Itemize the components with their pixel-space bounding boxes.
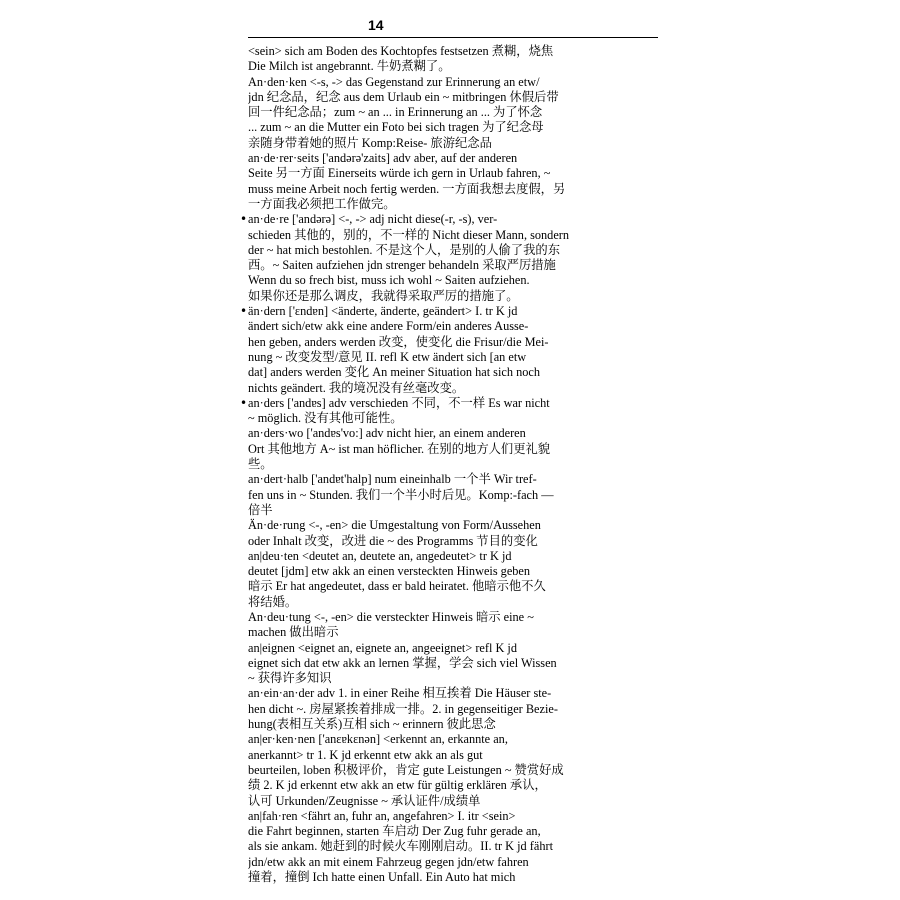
dictionary-entry (248, 151, 658, 212)
entry-line: muss meine Arbeit noch fertig werden. 一方面我想去度假，另 (248, 181, 566, 196)
entry-line: ändert sich/etw akk eine andere Form/ein anderes Ausse- (248, 319, 529, 334)
entry-bullet: • (240, 395, 248, 410)
entry-line: nung ~ 改变发型/意见 II. refl K etw ändert sich [an etw (248, 349, 527, 364)
entry-line: Ort 其他地方 A~ ist man höflicher. 在别的地方人们更礼貌 (248, 441, 551, 456)
entry-line: Wenn du so frech bist, muss ich wohl ~ Saiten aufziehen. (248, 273, 530, 288)
entry-line: als sie ankam. 她赶到的时候火车刚刚启动。II. tr K jd fährt (248, 839, 553, 854)
dictionary-entry (248, 610, 658, 641)
entry-line: 将结婚。 (248, 594, 298, 609)
entry-line: der ~ hat mich bestohlen. 不是这个人，是别的人偷了我的东 (248, 242, 560, 257)
entry-line: beurteilen, loben 积极评价，肯定 gute Leistungen ~ 赞赏好成 (248, 762, 564, 777)
entry-line: Än·de·rung <-, -en> die Umgestaltung von Form/Aussehen (248, 518, 541, 533)
dictionary-entry (248, 809, 658, 885)
dictionary-entry (240, 395, 658, 427)
entry-line: 撞着，撞倒 Ich hatte einen Unfall. Ein Auto hat mich (248, 870, 516, 885)
entry-line: 回一件纪念品；zum ~ an ... in Erinnerung an ... 为了怀念 (248, 105, 543, 120)
header-rule (248, 37, 658, 38)
entry-line: 暗示 Er hat angedeutet, dass er bald heiratet. 他暗示他不久 (248, 579, 546, 594)
entry-line: an·ders·wo ['andɐs'vo:] adv nicht hier, an einem anderen (248, 426, 526, 441)
entry-line: <sein> sich am Boden des Kochtopfes festsetzen 煮糊，烧焦 (248, 44, 554, 58)
entry-line: 西。~ Saiten aufziehen jdn strenger behandeln 采取严厉措施 (248, 258, 556, 273)
entry-line: schieden 其他的，别的，不一样的 Nicht dieser Mann, sondern (248, 227, 570, 242)
entry-line: ... zum ~ an die Mutter ein Foto bei sich tragen 为了纪念母 (248, 120, 544, 135)
entry-line: Seite 另一方面 Einerseits würde ich gern in Urlaub fahren, ~ (248, 166, 551, 181)
entry-line: ~ 获得许多知识 (248, 671, 332, 686)
dictionary-entry (240, 212, 658, 304)
entry-line: an|eignen <eignet an, eignete an, angeeignet> refl K jd (248, 640, 517, 655)
dictionary-entry (240, 304, 658, 396)
entry-line: an·de·re ['andərə] <-, -> adj nicht diese(-r, -s), ver- (248, 212, 498, 227)
entry-line: nichts geändert. 我的境况没有丝毫改变。 (248, 380, 465, 395)
entry-line: dat] anders werden 变化 An meiner Situation hat sich noch (248, 365, 540, 380)
dictionary-entry (248, 732, 658, 808)
entry-line: machen 做出暗示 (248, 625, 339, 640)
entry-line: 些。 (248, 457, 273, 472)
page-header (248, 17, 658, 39)
dictionary-entry (248, 75, 658, 151)
entry-line: 倍半 (248, 502, 273, 517)
entry-line: eignet sich dat etw akk an lernen 掌握，学会 sich viel Wissen (248, 655, 557, 670)
dictionary-entry (248, 426, 658, 472)
dictionary-entry (248, 472, 658, 518)
entry-line: 绩 2. K jd erkennt etw akk an etw für gültig erklären 承认， (248, 778, 547, 793)
entry-line: die Fahrt beginnen, starten 车启动 Der Zug fuhr gerade an, (248, 824, 541, 839)
entry-bullet: • (240, 304, 248, 319)
entry-line: 一方面我必须把工作做完。 (248, 196, 396, 211)
entry-line: an·dert·halb ['andɐt'halp] num eineinhalb 一个半 Wir tref- (248, 472, 537, 487)
entry-line: jdn/etw akk an mit einem Fahrzeug gegen jdn/etw fahren (248, 854, 529, 869)
entry-line: an·ein·an·der adv 1. in einer Reihe 相互挨着 Die Häuser ste- (248, 686, 552, 701)
entry-line: 认可 Urkunden/Zeugnisse ~ 承认证件/成绩单 (248, 793, 481, 808)
dictionary-page (238, 0, 658, 900)
entry-line: an·de·rer·seits ['andərə'zaits] adv aber, auf der anderen (248, 151, 518, 166)
entry-line: fen uns in ~ Stunden. 我们一个半小时后见。Komp:-fach — (248, 487, 554, 502)
entry-line: ~ möglich. 没有其他可能性。 (248, 411, 403, 426)
entry-line: hen dicht ~. 房屋紧挨着排成一排。2. in gegenseitiger Bezie- (248, 701, 558, 716)
page-number: 14 (368, 17, 384, 33)
entry-line: än·dern ['ɛndɐn] <änderte, änderte, geändert> I. tr K jd (248, 304, 518, 319)
entry-line: jdn 纪念品，纪念 aus dem Urlaub ein ~ mitbringen 休假后带 (248, 89, 559, 104)
dictionary-entry (248, 44, 658, 75)
dictionary-entry (248, 686, 658, 732)
entry-line: anerkannt> tr 1. K jd erkennt etw akk an als gut (248, 747, 483, 762)
entry-line: 亲随身带着她的照片 Komp:Reise- 旅游纪念品 (248, 135, 492, 150)
dictionary-entry (248, 549, 658, 610)
entry-line: an|fah·ren <fährt an, fuhr an, angefahren> I. itr <sein> (248, 808, 516, 823)
dictionary-entries (240, 44, 658, 885)
entry-line: oder Inhalt 改变，改进 die ~ des Programms 节目的变化 (248, 533, 538, 548)
entry-line: An·deu·tung <-, -en> die versteckter Hinweis 暗示 eine ~ (248, 609, 534, 624)
entry-line: 如果你还是那么调皮，我就得采取严厉的措施了。 (248, 288, 519, 303)
entry-line: An·den·ken <-s, -> das Gegenstand zur Erinnerung an etw/ (248, 74, 540, 89)
entry-line: hung(表相互关系)互相 sich ~ erinnern 彼此思念 (248, 717, 496, 732)
dictionary-entry (248, 518, 658, 549)
dictionary-entry (248, 641, 658, 687)
entry-line: an·ders ['andɐs] adv verschieden 不同，不一样 Es war nicht (248, 395, 550, 410)
entry-line: an|deu·ten <deutet an, deutete an, angedeutet> tr K jd (248, 548, 512, 563)
entry-bullet: • (240, 212, 248, 227)
entry-line: an|er·ken·nen ['anɛɐkɛnən] <erkennt an, erkannte an, (248, 732, 508, 747)
entry-line: Die Milch ist angebrannt. 牛奶煮糊了。 (248, 59, 451, 74)
entry-line: deutet [jdm] etw akk an einen versteckten Hinweis geben (248, 564, 531, 579)
entry-line: hen geben, anders werden 改变，使变化 die Frisur/die Mei- (248, 334, 549, 349)
